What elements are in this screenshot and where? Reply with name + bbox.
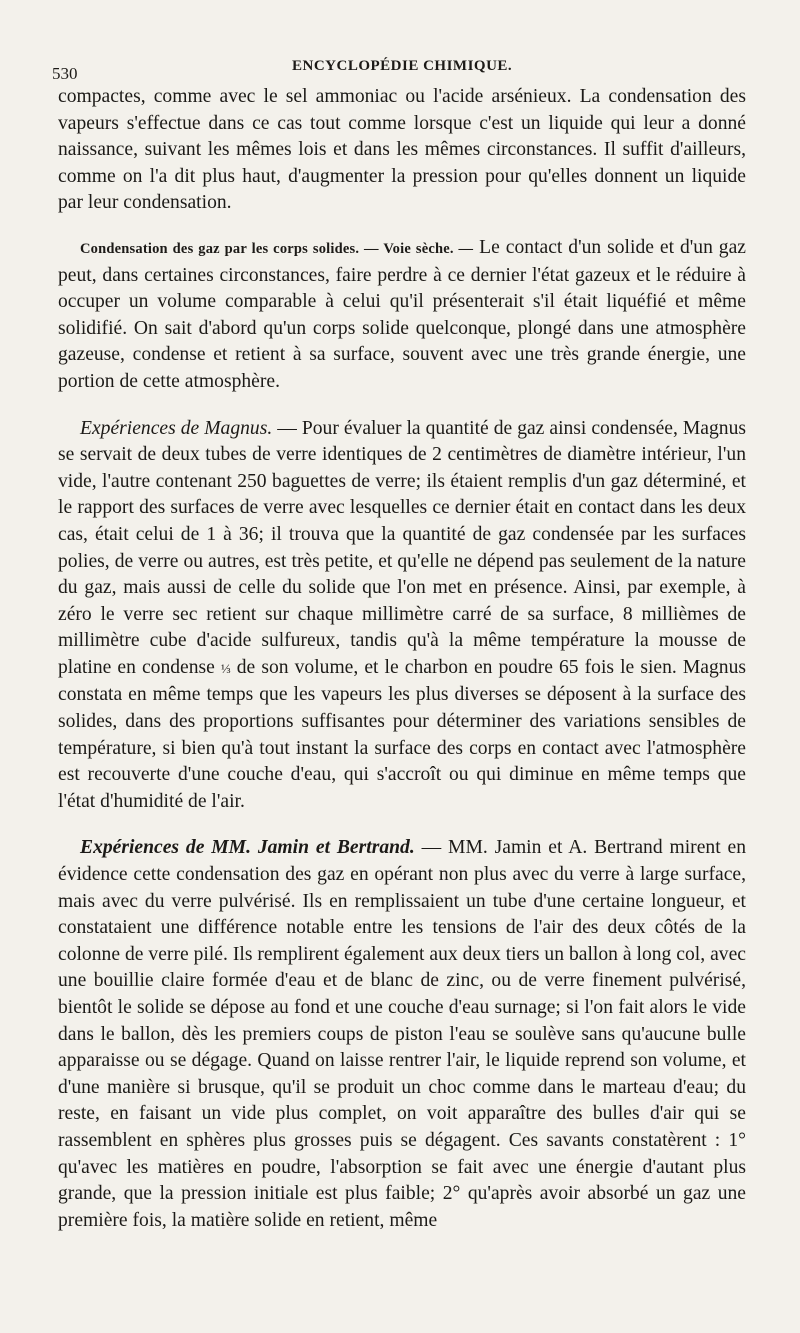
- paragraph-text: — MM. Jamin et A. Bertrand mirent en évidence cette condensation des gaz en opérant non plus avec du verre à large surface, mais avec du verre pulvérisé. Ils en remplissaient un tube d'une certaine longueur, et constataient une différence notable entre les tensions de l'air des deux côtés de la colonne de verre pilé. Ils remplirent également aux deux tiers un ballon à long col, avec une bouillie claire formée d'eau et de blanc de zinc, ou de verre finement pulvérisé, bientôt le solide se dépose au fond et une couche d'eau surnage; si l'on fait alors le vide dans le ballon, dès les premiers coups de piston l'eau se soulève sans qu'aucune bulle apparaisse ou se dégage. Quand on laisse rentrer l'air, le liquide reprend son volume, et d'une manière si brusque, qu'il se produit un choc comme dans le marteau d'eau; du reste, en faisant un vide plus complet, on voit apparaître des bulles d'air qui se rassemblent en sphères plus grosses puis se dégagent. Ces savants constatèrent : 1° qu'avec les matières en poudre, l'absorption se fait avec une énergie d'autant plus grande, que la pression initiale est plus faible; 2° qu'après avoir absorbé un gaz une première fois, la matière solide en retient, même: [58, 837, 746, 1231]
- fraction: ⅓: [220, 660, 231, 676]
- paragraph-text: — Pour évaluer la quantité de gaz ainsi condensée, Magnus se servait de deux tubes de verre identiques de 2 centimètres de diamètre intérieur, l'un vide, l'autre contenant 250 baguettes de verre; ils étaient remplis d'un gaz déterminé, et le rapport des surfaces de verre avec lesquelles ce dernier était en contact dans les deux cas, était celui de 1 à 36; il trouva que la quantité de gaz condensée par les surfaces polies, de verre ou autres, est très petite, et qu'elle ne dépend pas seulement de la nature du gaz, mais aussi de celle du solide que l'on met en présence. Ainsi, par exemple, à zéro le verre sec retient sur chaque millimètre carré de sa surface, 8 millièmes de millimètre cube d'acide sulfureux, tandis qu'à la même température la mousse de platine en condense: [58, 417, 746, 678]
- paragraph-continuation: [58, 84, 746, 217]
- section-heading: Expériences de Magnus.: [80, 417, 273, 439]
- paragraph-text: Le contact d'un solide et d'un gaz peut, dans certaines circonstances, faire perdre à ce dernier l'état gazeux et le réduire à occuper un volume comparable à celui qu'il présenterait s'il était liquéfié et même solidifié. On sait d'abord qu'un corps solide quelconque, plongé dans une atmosphère gazeuse, condense et retient à sa surface, souvent avec une très grande énergie, une portion de cette atmosphère.: [58, 236, 746, 392]
- paragraph-jamin-bertrand: [58, 835, 746, 1234]
- page-number: 530: [52, 64, 78, 83]
- paragraph-text: de son volume, et le charbon en poudre 65 fois le sien. Magnus constata en même temps que les vapeurs les plus diverses se déposent à la surface des solides, dans des proportions suffisantes pour déterminer des variations sensibles de température, si bien qu'à tout instant la surface des corps en contact avec l'atmosphère est recouverte d'une couche d'eau, qui s'accroît ou qui diminue en même temps que l'état d'humidité de l'air.: [58, 656, 746, 812]
- paragraph-condensation-solides: [58, 235, 746, 396]
- section-heading: Expériences de MM. Jamin et Bertrand.: [80, 837, 415, 859]
- paragraph-text: compactes, comme avec le sel ammoniac ou l'acide arsénieux. La condensation des vapeurs s'effectue dans ce cas tout comme lorsque c'est un liquide qui leur a donné naissance, suivant les mêmes lois et dans les mêmes circonstances. Il suffit d'ailleurs, comme on l'a dit plus haut, d'augmenter la pression pour qu'elles donnent un liquide par leur condensation.: [58, 86, 746, 214]
- body-text: [58, 84, 746, 1234]
- page-header: [52, 58, 752, 83]
- running-head: ENCYCLOPÉDIE CHIMIQUE.: [292, 58, 513, 74]
- paragraph-magnus: [58, 416, 746, 816]
- section-heading: Condensation des gaz par les corps solides. — Voie sèche. —: [80, 240, 474, 257]
